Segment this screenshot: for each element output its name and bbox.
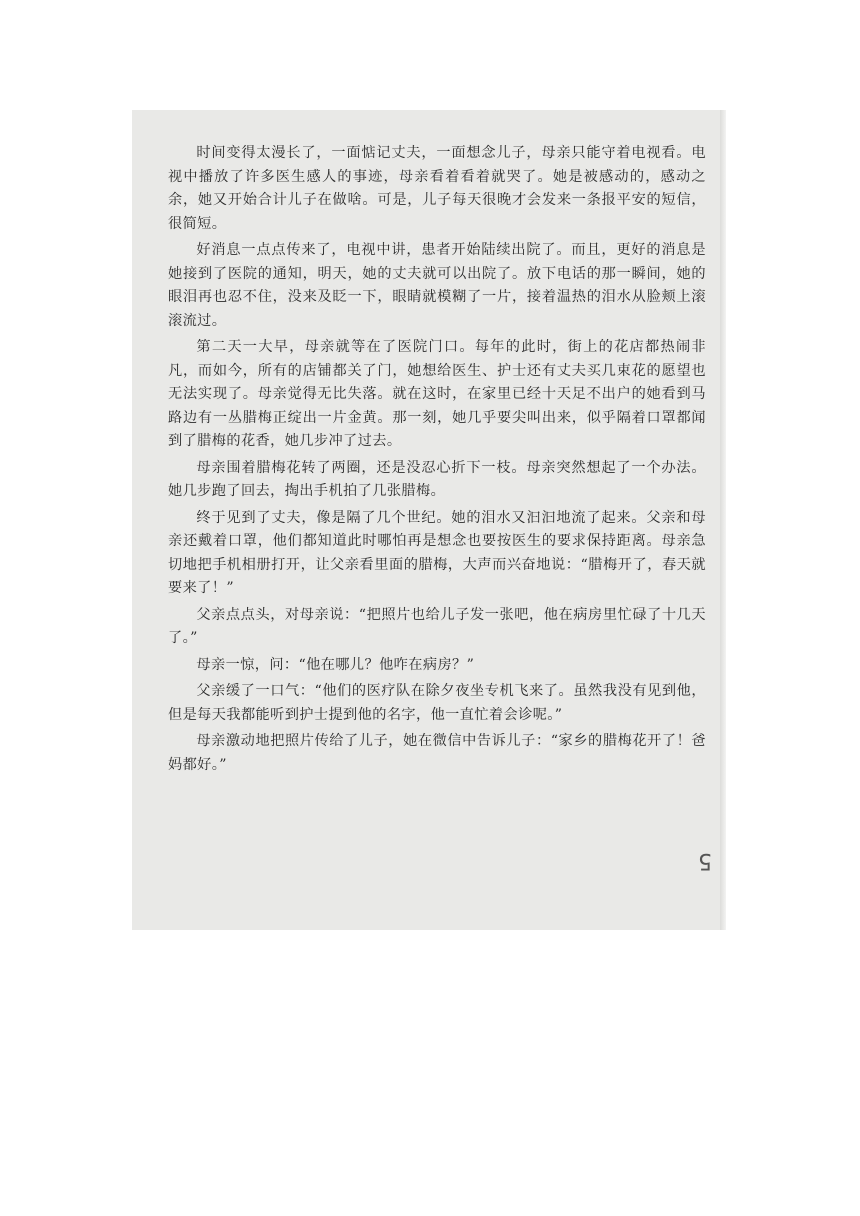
paragraph-5: 终于见到了丈夫，像是隔了几个世纪。她的泪水又汩汩地流了起来。父亲和母亲还戴着口罩，他们都知道此时哪怕再是想念也要按医生的要求保持距离。母亲急切地把手机相册打开，让父亲看里面的腊梅，大声而兴奋地说：“腊梅开了，春天就要来了！” [168, 509, 706, 596]
paragraph-7: 母亲一惊，问：“他在哪儿？他咋在病房？” [196, 656, 475, 673]
paragraph-3: 第二天一大早，母亲就等在了医院门口。每年的此时，街上的花店都热闹非凡，而如今，所有的店铺都关了门，她想给医生、护士还有丈夫买几束花的愿望也无法实现了。母亲觉得无比失落。就在这时，在家里已经十天足不出户的她看到马路边有一丛腊梅正绽出一片金黄。那一刻，她几乎要尖叫出来，似乎隔着口罩都闻到了腊梅的花香，她几步冲了过去。 [168, 339, 706, 449]
scanned-page [132, 110, 726, 930]
paragraph-8: 父亲缓了一口气：“他们的医疗队在除夕夜坐专机飞来了。虽然我没有见到他，但是每天我都能听到护士提到他的名字，他一直忙着会诊呢。” [168, 683, 706, 723]
paragraph-4: 母亲围着腊梅花转了两圈，还是没忍心折下一枝。母亲突然想起了一个办法。她几步跑了回去，掏出手机拍了几张腊梅。 [168, 459, 706, 499]
page-number: 5 [698, 848, 712, 873]
paragraph-2: 好消息一点点传来了，电视中讲，患者开始陆续出院了。而且，更好的消息是她接到了医院的通知，明天，她的丈夫就可以出院了。放下电话的那一瞬间，她的眼泪再也忍不住，没来及眨一下，眼睛就模糊了一片，接着温热的泪水从脸颊上滚滚流过。 [168, 242, 706, 329]
paragraph-9: 母亲激动地把照片传给了儿子，她在微信中告诉儿子：“家乡的腊梅花开了！爸妈都好。” [168, 733, 706, 773]
paragraph-1: 时间变得太漫长了，一面惦记丈夫，一面想念儿子，母亲只能守着电视看。电视中播放了许多医生感人的事迹，母亲看着看着就哭了。她是被感动的，感动之余，她又开始合计儿子在做啥。可是，儿子每天很晚才会发来一条报平安的短信，很简短。 [168, 145, 706, 232]
paragraph-6: 父亲点点头，对母亲说：“把照片也给儿子发一张吧，他在病房里忙碌了十几天了。” [168, 606, 706, 646]
